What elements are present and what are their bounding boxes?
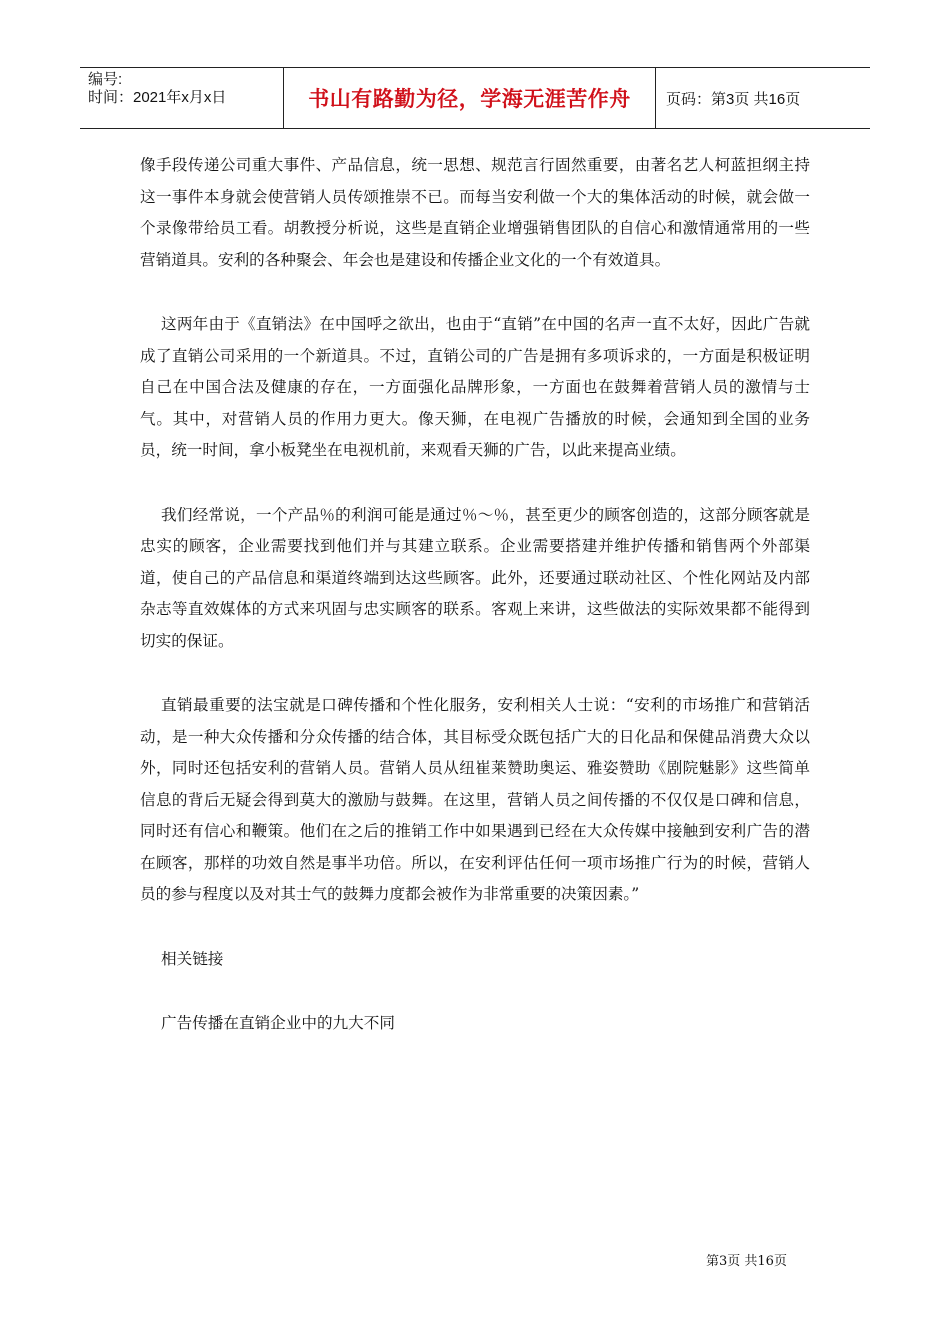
header-motto: 书山有路勤为径，学海无涯苦作舟 xyxy=(308,87,631,111)
header-page-info: 页码：第3页 共16页 xyxy=(666,90,801,108)
body-paragraph: 这两年由于《直销法》在中国呼之欲出，也由于“直销”在中国的名声一直不太好，因此广告就成了直销公司采用的一个新道具。不过，直销公司的广告是拥有多项诉求的，一方面是积极证明自己在中国合法及健康的存在，一方面强化品牌形象，一方面也在鼓舞着营销人员的激情与士气。其中，对营销人员的作用力更大。像天狮，在电视广告播放的时候，会通知到全国的业务员，统一时间，拿小板凳坐在电视机前，来观看天狮的广告，以此来提高业绩。 xyxy=(140,315,810,459)
page-header xyxy=(80,67,870,129)
related-links-heading: 相关链接 xyxy=(161,949,224,968)
body-paragraph: 直销最重要的法宝就是口碑传播和个性化服务，安利相关人士说：“安利的市场推广和营销活动，是一种大众传播和分众传播的结合体，其目标受众既包括广大的日化品和保健品消费大众以外，同时还包括安利的营销人员。营销人员从纽崔莱赞助奥运、雅姿赞助《剧院魅影》这些简单信息的背后无疑会得到莫大的激励与鼓舞。在这里，营销人员之间传播的不仅仅是口碑和信息，同时还有信心和鞭策。他们在之后的推销工作中如果遇到已经在大众传媒中接触到安利广告的潜在顾客，那样的功效自然是事半功倍。所以，在安利评估任何一项市场推广行为的时候，营销人员的参与程度以及对其士气的鼓舞力度都会被作为非常重要的决策因素。” xyxy=(140,696,810,903)
document-body xyxy=(140,150,810,1040)
header-page-info-cell xyxy=(656,68,870,128)
document-date: 时间：2021年x月x日 xyxy=(88,89,227,106)
header-motto-cell xyxy=(283,68,656,128)
header-meta xyxy=(80,68,283,128)
page-footer xyxy=(706,1250,787,1269)
body-paragraph: 我们经常说，一个产品％的利润可能是通过％～％，甚至更少的顾客创造的，这部分顾客就是忠实的顾客，企业需要找到他们并与其建立联系。企业需要搭建并维护传播和销售两个外部渠道，使自己的产品信息和渠道终端到达这些顾客。此外，还要通过联动社区、个性化网站及内部杂志等直效媒体的方式来巩固与忠实顾客的联系。客观上来讲，这些做法的实际效果都不能得到切实的保证。 xyxy=(140,505,810,650)
footer-page-number: 第3页 共16页 xyxy=(706,1254,787,1269)
document-number-label: 编号: xyxy=(88,71,123,88)
body-paragraph: 像手段传递公司重大事件、产品信息，统一思想、规范言行固然重要，由著名艺人柯蓝担纲主持这一事件本身就会使营销人员传颂推崇不已。而每当安利做一个大的集体活动的时候，就会做一个录像带给员工看。胡教授分析说，这些是直销企业增强销售团队的自信心和激情通常用的一些营销道具。安利的各种聚会、年会也是建设和传播企业文化的一个有效道具。 xyxy=(140,156,810,269)
related-link-title: 广告传播在直销企业中的九大不同 xyxy=(161,1014,395,1032)
